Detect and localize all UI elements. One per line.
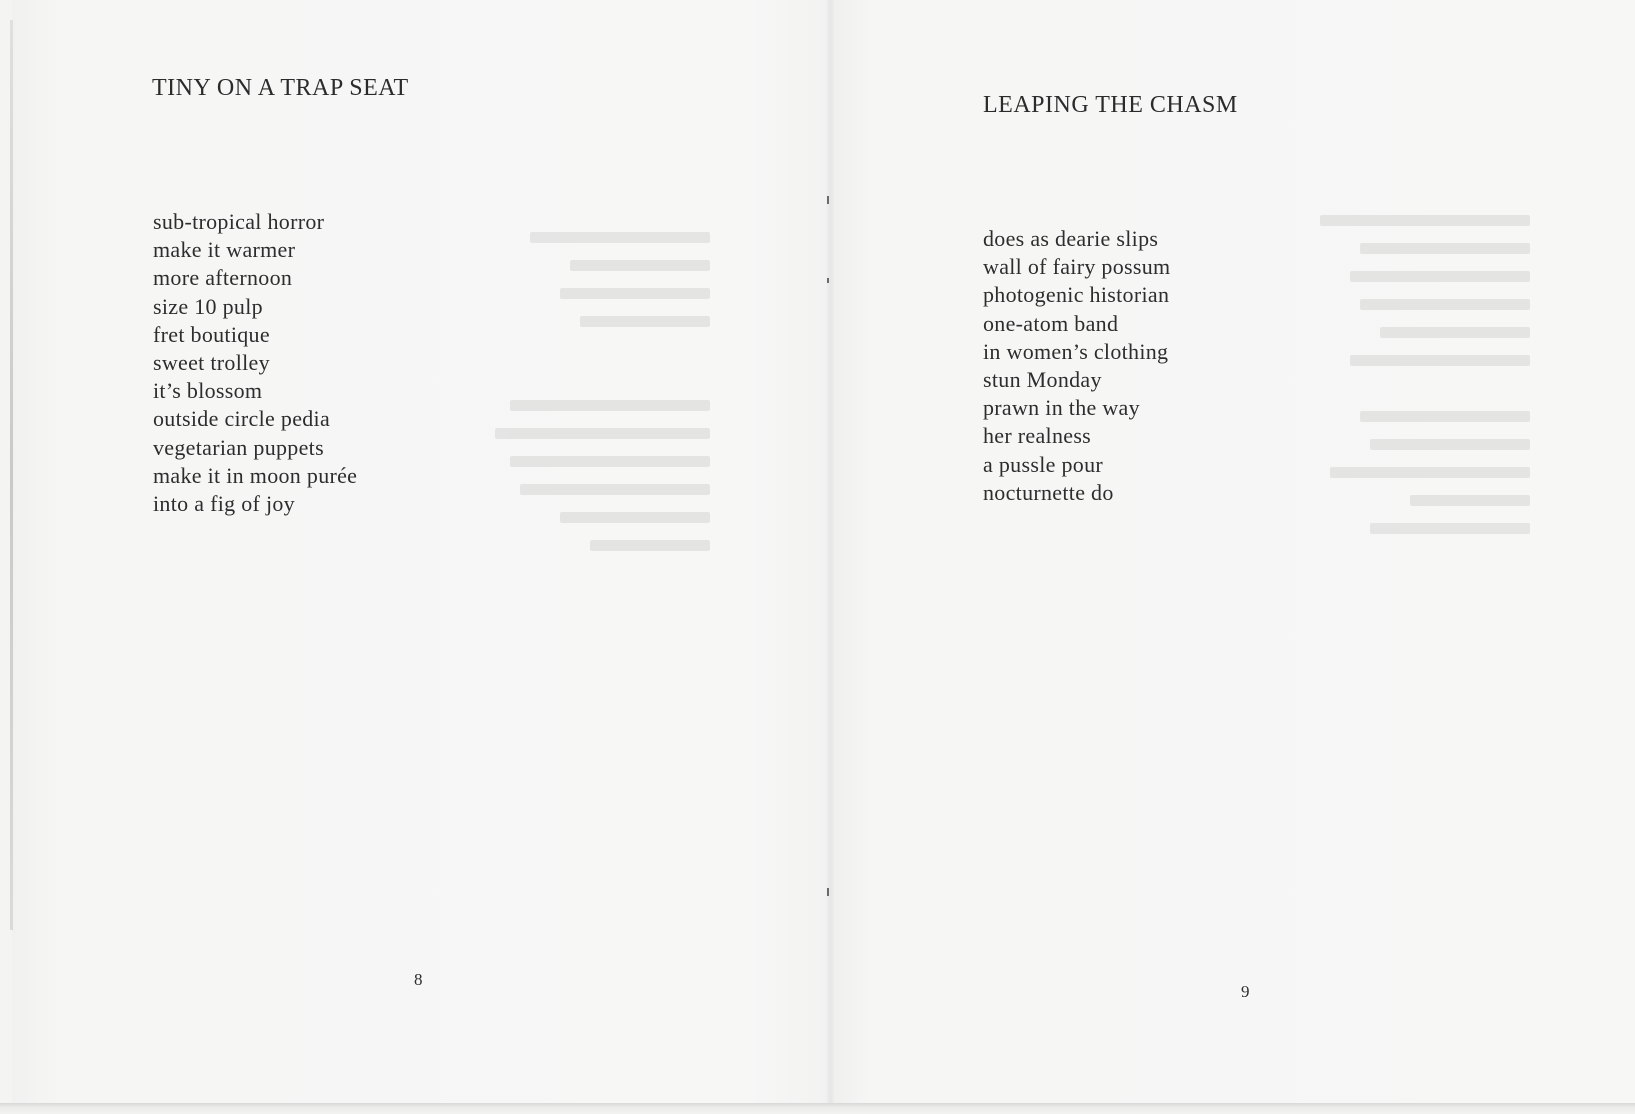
poem-line: stun Monday	[983, 366, 1102, 392]
poem-line: a pussle pour	[983, 451, 1103, 477]
right-poem-body	[983, 225, 1170, 507]
book-gutter	[826, 0, 836, 1104]
poem-line: it’s blossom	[153, 378, 263, 404]
show-through-right-block	[1290, 205, 1530, 541]
poem-line: sub-tropical horror	[153, 209, 325, 234]
right-page	[830, 0, 1635, 1104]
poem-line: does as dearie slips	[983, 226, 1159, 251]
left-poem-body	[153, 208, 357, 518]
page-bottom-edge	[0, 1103, 1635, 1114]
binding-mark	[827, 278, 829, 283]
right-poem-title: LEAPING THE CHASM	[983, 92, 1238, 118]
staple-mark-bottom	[827, 888, 829, 896]
poem-line: outside circle pedia	[153, 406, 331, 432]
poem-line: fret boutique	[153, 321, 270, 347]
poem-line: sweet trolley	[153, 349, 270, 375]
poem-line: her realness	[983, 423, 1092, 449]
poem-line: nocturnette do	[983, 479, 1114, 505]
poem-line: one-atom band	[983, 310, 1119, 336]
staple-mark-top	[827, 196, 829, 204]
poem-line: more afternoon	[153, 265, 293, 291]
right-page-number: 9	[1241, 982, 1250, 1001]
poem-line: make it warmer	[153, 237, 296, 263]
left-poem-title: TINY ON A TRAP SEAT	[152, 75, 409, 101]
left-page-edge	[10, 20, 13, 930]
poem-line: size 10 pulp	[153, 293, 263, 319]
left-page-number: 8	[414, 970, 423, 989]
poem-line: photogenic historian	[983, 282, 1170, 308]
poem-line: wall of fairy possum	[983, 254, 1171, 280]
poem-line: prawn in the way	[983, 395, 1140, 421]
show-through-left-block	[470, 222, 710, 558]
poem-line: make it in moon purée	[153, 462, 358, 488]
poem-line: in women’s clothing	[983, 338, 1169, 364]
poem-line: into a fig of joy	[153, 490, 295, 516]
poem-line: vegetarian puppets	[153, 434, 324, 460]
